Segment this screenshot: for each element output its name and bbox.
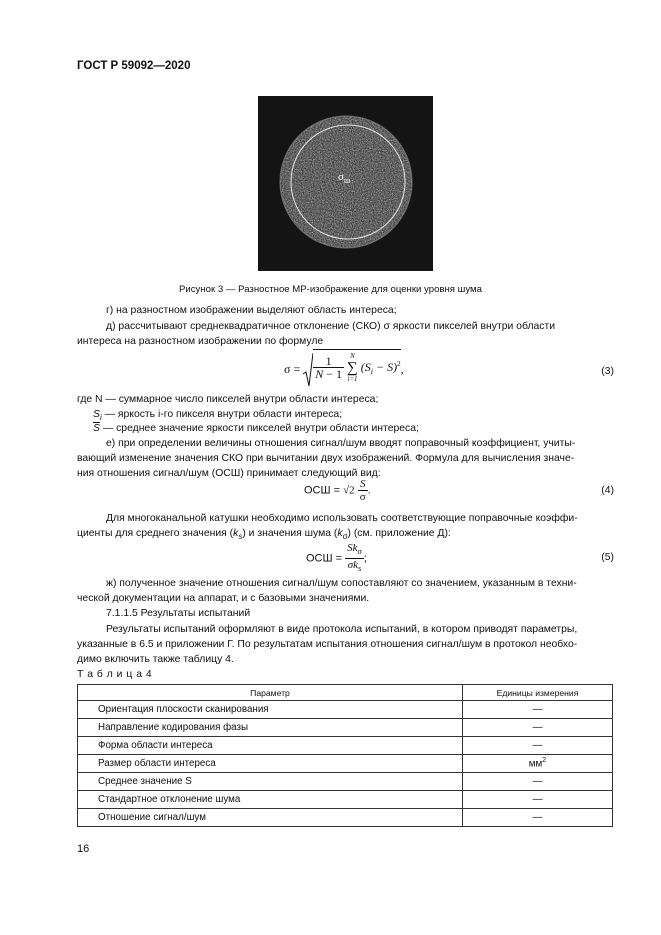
table-cell-units: — bbox=[463, 773, 613, 791]
where-si: $S_i$ — яркость i-го пикселя внутри области интереса; bbox=[93, 409, 343, 423]
table-row bbox=[78, 719, 613, 737]
document-header: ГОСТ Р 59092—2020 bbox=[77, 60, 191, 72]
table-cell-units: — bbox=[463, 719, 613, 737]
where-s-mean: $\overline{S}$ — среднее значение яркости пикселей внутри области интереса; bbox=[93, 423, 419, 434]
table-cell-parameter: Среднее значение S bbox=[78, 773, 463, 791]
table-row bbox=[78, 773, 613, 791]
para-multichannel-line2: циенты для среднего значения $(k_s)$ и значения шума $(k_\sigma)$ (см. приложение Д): bbox=[77, 528, 451, 542]
table-row bbox=[78, 737, 613, 755]
table-row bbox=[78, 755, 613, 773]
para-d-line2: интереса на разностном изображении по формуле bbox=[77, 336, 324, 347]
para-e-line3: ния отношения сигнал/шум (ОСШ) принимает следующий вид: bbox=[77, 468, 381, 479]
para-results-line3: димо включить также таблицу 4. bbox=[77, 654, 234, 665]
para-g: г) на разностном изображении выделяют область интереса; bbox=[106, 305, 397, 316]
table-row bbox=[78, 701, 613, 719]
formula-3-lhs: σ = bbox=[284, 361, 301, 376]
para-e-line2: вающий изменение значения СКО при вычитании двух изображений. Формула для вычисления значе- bbox=[77, 453, 575, 464]
section-heading: 7.1.1.5 Результаты испытаний bbox=[106, 608, 251, 619]
table-cell-units: — bbox=[463, 791, 613, 809]
figure-caption: Рисунок 3 — Разностное МР-изображение для оценки уровня шума bbox=[179, 284, 482, 295]
table-header-row bbox=[78, 685, 613, 701]
para-e-line1: е) при определении величины отношения сигнал/шум вводят поправочный коэффициент, учиты- bbox=[106, 438, 576, 449]
para-results-line2: указанные в 6.5 и приложении Г. По результатам испытания отношения сигнал/шум в протокол необхо- bbox=[77, 639, 578, 650]
formula-3: σ = $\frac{1}{N - 1}$ N ∑ i=1 $(S_i - S)^2$, bbox=[284, 352, 404, 388]
table-row bbox=[78, 809, 613, 827]
table-cell-units: — bbox=[463, 737, 613, 755]
table-cell-parameter: Ориентация плоскости сканирования bbox=[78, 701, 463, 719]
formula-5: ОСШ = $\frac{Sk_\sigma}{\sigma k_s}$ ; bbox=[306, 542, 367, 574]
para-multichannel-line1: Для многоканальной катушки необходимо использовать соответствующие поправочные коэффи- bbox=[106, 513, 578, 524]
formula-3-number: (3) bbox=[601, 366, 614, 377]
para-zh-line2: ческой документации на аппарат, и с базовыми значениями. bbox=[77, 593, 370, 604]
formula-5-number: (5) bbox=[601, 552, 614, 563]
table-cell-parameter: Форма области интереса bbox=[78, 737, 463, 755]
sigma-noise-label: $\sigma_ш$ bbox=[338, 171, 351, 186]
formula-4: ОСШ = √2 $\frac{S}{\sigma}$ . bbox=[304, 478, 371, 503]
table-4 bbox=[77, 684, 613, 827]
para-zh-line1: ж) полученное значение отношения сигнал/шум сопоставляют со значением, указанным в техни- bbox=[106, 578, 577, 589]
table-cell-parameter: Размер области интереса bbox=[78, 755, 463, 773]
noise-difference-image bbox=[258, 96, 433, 271]
table-cell-units: $мм^2$ bbox=[463, 755, 613, 773]
header-parameter: Параметр bbox=[78, 685, 463, 701]
para-results-line1: Результаты испытаний оформляют в виде протокола испытаний, в котором приводят параметры, bbox=[106, 624, 578, 635]
table-cell-parameter: Стандартное отклонение шума bbox=[78, 791, 463, 809]
page-number: 16 bbox=[77, 843, 90, 855]
table-title: Т а б л и ц а 4 bbox=[77, 669, 153, 680]
formula-3-fraction: $\frac{1}{N - 1}$ bbox=[315, 354, 343, 381]
table-row bbox=[78, 791, 613, 809]
sum-sign: N ∑ i=1 bbox=[347, 351, 358, 383]
where-n: где N — суммарное число пикселей внутри области интереса; bbox=[77, 394, 379, 405]
para-d-line1: д) рассчитывают среднеквадратичное отклонение (СКО) σ яркости пикселей внутри области bbox=[106, 321, 556, 332]
table-cell-parameter: Направление кодирования фазы bbox=[78, 719, 463, 737]
sqrt-sign bbox=[303, 352, 313, 388]
table-cell-parameter: Отношение сигнал/шум bbox=[78, 809, 463, 827]
formula-4-number: (4) bbox=[601, 485, 614, 496]
table-cell-units: — bbox=[463, 809, 613, 827]
table-cell-units: — bbox=[463, 701, 613, 719]
header-units: Единицы измерения bbox=[463, 685, 613, 701]
